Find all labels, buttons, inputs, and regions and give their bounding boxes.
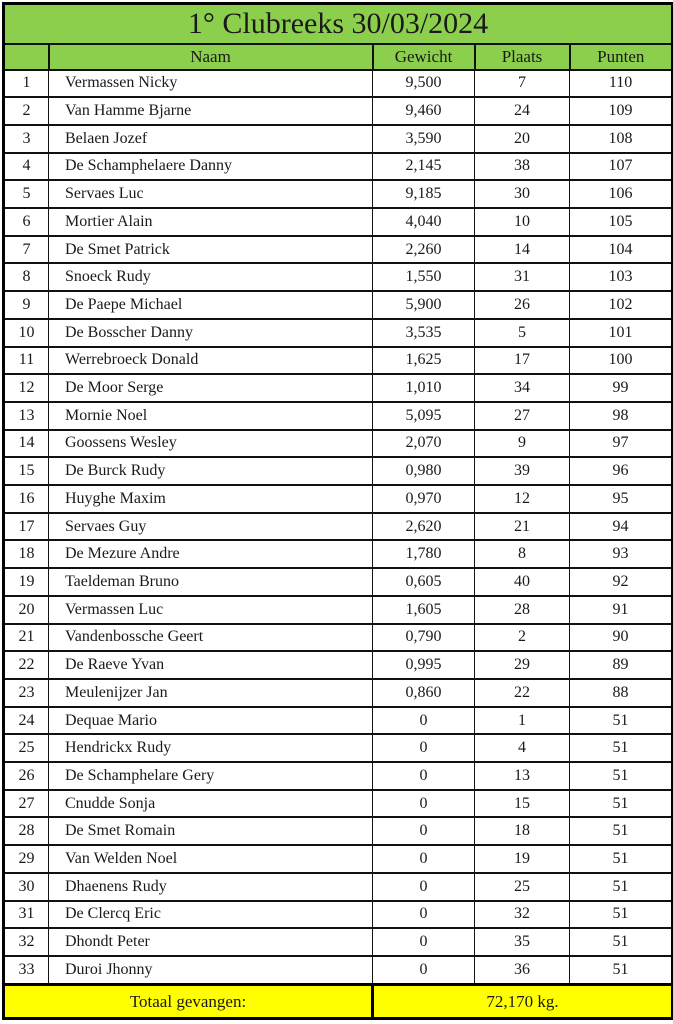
table-row (4, 817, 673, 845)
column-header-row (4, 44, 673, 70)
points-cell: 109 (570, 97, 673, 125)
rank-cell: 16 (4, 485, 49, 513)
table-row (4, 263, 673, 291)
table-row (4, 624, 673, 652)
place-cell: 5 (475, 319, 570, 347)
points-cell: 108 (570, 125, 673, 153)
weight-cell: 0 (373, 762, 475, 790)
rank-cell: 19 (4, 568, 49, 596)
points-cell: 51 (570, 817, 673, 845)
totals-value: 72,170 kg. (373, 985, 673, 1019)
rank-cell: 11 (4, 347, 49, 375)
place-cell: 22 (475, 679, 570, 707)
name-cell: Werrebroeck Donald (49, 347, 373, 375)
name-cell: Duroi Jhonny (49, 956, 373, 985)
points-cell: 99 (570, 374, 673, 402)
results-table (2, 2, 673, 1020)
place-cell: 28 (475, 596, 570, 624)
weight-cell: 1,550 (373, 263, 475, 291)
table-row (4, 707, 673, 735)
name-cell: Cnudde Sonja (49, 790, 373, 818)
points-cell: 90 (570, 624, 673, 652)
rank-cell: 22 (4, 651, 49, 679)
place-cell: 1 (475, 707, 570, 735)
place-cell: 18 (475, 817, 570, 845)
name-cell: Goossens Wesley (49, 430, 373, 458)
name-cell: Servaes Guy (49, 513, 373, 541)
points-cell: 51 (570, 790, 673, 818)
column-header-naam: Naam (49, 44, 373, 70)
name-cell: Hendrickx Rudy (49, 734, 373, 762)
points-cell: 51 (570, 956, 673, 985)
weight-cell: 4,040 (373, 208, 475, 236)
points-cell: 107 (570, 153, 673, 181)
rank-cell: 2 (4, 97, 49, 125)
points-cell: 92 (570, 568, 673, 596)
name-cell: De Bosscher Danny (49, 319, 373, 347)
rank-cell: 29 (4, 845, 49, 873)
table-row (4, 540, 673, 568)
table-row (4, 457, 673, 485)
place-cell: 38 (475, 153, 570, 181)
place-cell: 32 (475, 901, 570, 929)
column-header-punten: Punten (570, 44, 673, 70)
points-cell: 103 (570, 263, 673, 291)
weight-cell: 9,500 (373, 70, 475, 98)
rank-cell: 3 (4, 125, 49, 153)
place-cell: 2 (475, 624, 570, 652)
points-cell: 95 (570, 485, 673, 513)
weight-cell: 0 (373, 873, 475, 901)
table-row (4, 873, 673, 901)
weight-cell: 1,010 (373, 374, 475, 402)
points-cell: 101 (570, 319, 673, 347)
points-cell: 98 (570, 402, 673, 430)
rank-cell: 23 (4, 679, 49, 707)
place-cell: 24 (475, 97, 570, 125)
name-cell: De Moor Serge (49, 374, 373, 402)
place-cell: 31 (475, 263, 570, 291)
rank-cell: 4 (4, 153, 49, 181)
rank-cell: 7 (4, 236, 49, 264)
place-cell: 40 (475, 568, 570, 596)
rank-cell: 24 (4, 707, 49, 735)
table-row (4, 651, 673, 679)
name-cell: Servaes Luc (49, 180, 373, 208)
name-cell: Van Welden Noel (49, 845, 373, 873)
column-header-rank (4, 44, 49, 70)
place-cell: 36 (475, 956, 570, 985)
table-row (4, 485, 673, 513)
table-row (4, 236, 673, 264)
page-title: 1° Clubreeks 30/03/2024 (4, 4, 673, 44)
weight-cell: 0 (373, 734, 475, 762)
place-cell: 29 (475, 651, 570, 679)
weight-cell: 0,970 (373, 485, 475, 513)
rank-cell: 13 (4, 402, 49, 430)
points-cell: 51 (570, 762, 673, 790)
rank-cell: 5 (4, 180, 49, 208)
place-cell: 27 (475, 402, 570, 430)
name-cell: De Clercq Eric (49, 901, 373, 929)
points-cell: 51 (570, 734, 673, 762)
place-cell: 12 (475, 485, 570, 513)
name-cell: Taeldeman Bruno (49, 568, 373, 596)
place-cell: 34 (475, 374, 570, 402)
name-cell: Meulenijzer Jan (49, 679, 373, 707)
weight-cell: 9,185 (373, 180, 475, 208)
table-row (4, 430, 673, 458)
points-cell: 94 (570, 513, 673, 541)
rank-cell: 27 (4, 790, 49, 818)
rank-cell: 17 (4, 513, 49, 541)
points-cell: 110 (570, 70, 673, 98)
points-cell: 51 (570, 707, 673, 735)
name-cell: Dhondt Peter (49, 928, 373, 956)
weight-cell: 2,260 (373, 236, 475, 264)
totals-row (4, 985, 673, 1019)
rank-cell: 6 (4, 208, 49, 236)
table-row (4, 153, 673, 181)
rank-cell: 31 (4, 901, 49, 929)
table-row (4, 319, 673, 347)
place-cell: 13 (475, 762, 570, 790)
place-cell: 26 (475, 291, 570, 319)
points-cell: 51 (570, 901, 673, 929)
name-cell: De Smet Patrick (49, 236, 373, 264)
weight-cell: 0 (373, 707, 475, 735)
rank-cell: 1 (4, 70, 49, 98)
weight-cell: 1,625 (373, 347, 475, 375)
points-cell: 97 (570, 430, 673, 458)
table-row (4, 180, 673, 208)
rank-cell: 21 (4, 624, 49, 652)
table-row (4, 596, 673, 624)
table-row (4, 208, 673, 236)
name-cell: Snoeck Rudy (49, 263, 373, 291)
weight-cell: 0 (373, 845, 475, 873)
points-cell: 51 (570, 845, 673, 873)
name-cell: Belaen Jozef (49, 125, 373, 153)
name-cell: Van Hamme Bjarne (49, 97, 373, 125)
points-cell: 102 (570, 291, 673, 319)
table-row (4, 374, 673, 402)
points-cell: 105 (570, 208, 673, 236)
name-cell: Mortier Alain (49, 208, 373, 236)
place-cell: 17 (475, 347, 570, 375)
name-cell: De Burck Rudy (49, 457, 373, 485)
place-cell: 35 (475, 928, 570, 956)
table-row (4, 762, 673, 790)
totals-label: Totaal gevangen: (4, 985, 373, 1019)
table-row (4, 291, 673, 319)
points-cell: 106 (570, 180, 673, 208)
weight-cell: 0,605 (373, 568, 475, 596)
table-row (4, 734, 673, 762)
rank-cell: 8 (4, 263, 49, 291)
weight-cell: 2,145 (373, 153, 475, 181)
weight-cell: 9,460 (373, 97, 475, 125)
points-cell: 100 (570, 347, 673, 375)
table-row (4, 568, 673, 596)
weight-cell: 0 (373, 928, 475, 956)
weight-cell: 0,995 (373, 651, 475, 679)
column-header-gewicht: Gewicht (373, 44, 475, 70)
weight-cell: 3,590 (373, 125, 475, 153)
place-cell: 19 (475, 845, 570, 873)
place-cell: 25 (475, 873, 570, 901)
table-row (4, 790, 673, 818)
rank-cell: 14 (4, 430, 49, 458)
title-row (4, 4, 673, 44)
rank-cell: 30 (4, 873, 49, 901)
name-cell: Huyghe Maxim (49, 485, 373, 513)
table-row (4, 70, 673, 98)
place-cell: 7 (475, 70, 570, 98)
table-row (4, 679, 673, 707)
name-cell: De Paepe Michael (49, 291, 373, 319)
name-cell: Dhaenens Rudy (49, 873, 373, 901)
table-row (4, 125, 673, 153)
table-row (4, 845, 673, 873)
points-cell: 89 (570, 651, 673, 679)
table-row (4, 97, 673, 125)
table-row (4, 901, 673, 929)
points-cell: 51 (570, 928, 673, 956)
weight-cell: 0,980 (373, 457, 475, 485)
name-cell: Mornie Noel (49, 402, 373, 430)
weight-cell: 5,900 (373, 291, 475, 319)
place-cell: 14 (475, 236, 570, 264)
place-cell: 39 (475, 457, 570, 485)
weight-cell: 1,780 (373, 540, 475, 568)
rank-cell: 26 (4, 762, 49, 790)
name-cell: Vandenbossche Geert (49, 624, 373, 652)
rank-cell: 12 (4, 374, 49, 402)
name-cell: De Schamphelaere Danny (49, 153, 373, 181)
points-cell: 104 (570, 236, 673, 264)
place-cell: 4 (475, 734, 570, 762)
rank-cell: 25 (4, 734, 49, 762)
points-cell: 91 (570, 596, 673, 624)
weight-cell: 2,620 (373, 513, 475, 541)
place-cell: 10 (475, 208, 570, 236)
weight-cell: 2,070 (373, 430, 475, 458)
place-cell: 21 (475, 513, 570, 541)
weight-cell: 3,535 (373, 319, 475, 347)
weight-cell: 0 (373, 790, 475, 818)
rank-cell: 9 (4, 291, 49, 319)
place-cell: 20 (475, 125, 570, 153)
table-row (4, 956, 673, 985)
place-cell: 9 (475, 430, 570, 458)
rank-cell: 20 (4, 596, 49, 624)
points-cell: 51 (570, 873, 673, 901)
name-cell: Dequae Mario (49, 707, 373, 735)
table-row (4, 928, 673, 956)
name-cell: De Raeve Yvan (49, 651, 373, 679)
name-cell: Vermassen Nicky (49, 70, 373, 98)
weight-cell: 0,860 (373, 679, 475, 707)
points-cell: 96 (570, 457, 673, 485)
rank-cell: 33 (4, 956, 49, 985)
table-row (4, 347, 673, 375)
rank-cell: 28 (4, 817, 49, 845)
name-cell: De Schamphelare Gery (49, 762, 373, 790)
name-cell: De Smet Romain (49, 817, 373, 845)
table-row (4, 402, 673, 430)
name-cell: De Mezure Andre (49, 540, 373, 568)
points-cell: 93 (570, 540, 673, 568)
rank-cell: 32 (4, 928, 49, 956)
table-row (4, 513, 673, 541)
column-header-plaats: Plaats (475, 44, 570, 70)
name-cell: Vermassen Luc (49, 596, 373, 624)
weight-cell: 5,095 (373, 402, 475, 430)
weight-cell: 1,605 (373, 596, 475, 624)
weight-cell: 0 (373, 901, 475, 929)
weight-cell: 0 (373, 817, 475, 845)
results-body (4, 70, 673, 985)
place-cell: 8 (475, 540, 570, 568)
place-cell: 30 (475, 180, 570, 208)
place-cell: 15 (475, 790, 570, 818)
rank-cell: 18 (4, 540, 49, 568)
points-cell: 88 (570, 679, 673, 707)
rank-cell: 10 (4, 319, 49, 347)
weight-cell: 0 (373, 956, 475, 985)
rank-cell: 15 (4, 457, 49, 485)
weight-cell: 0,790 (373, 624, 475, 652)
